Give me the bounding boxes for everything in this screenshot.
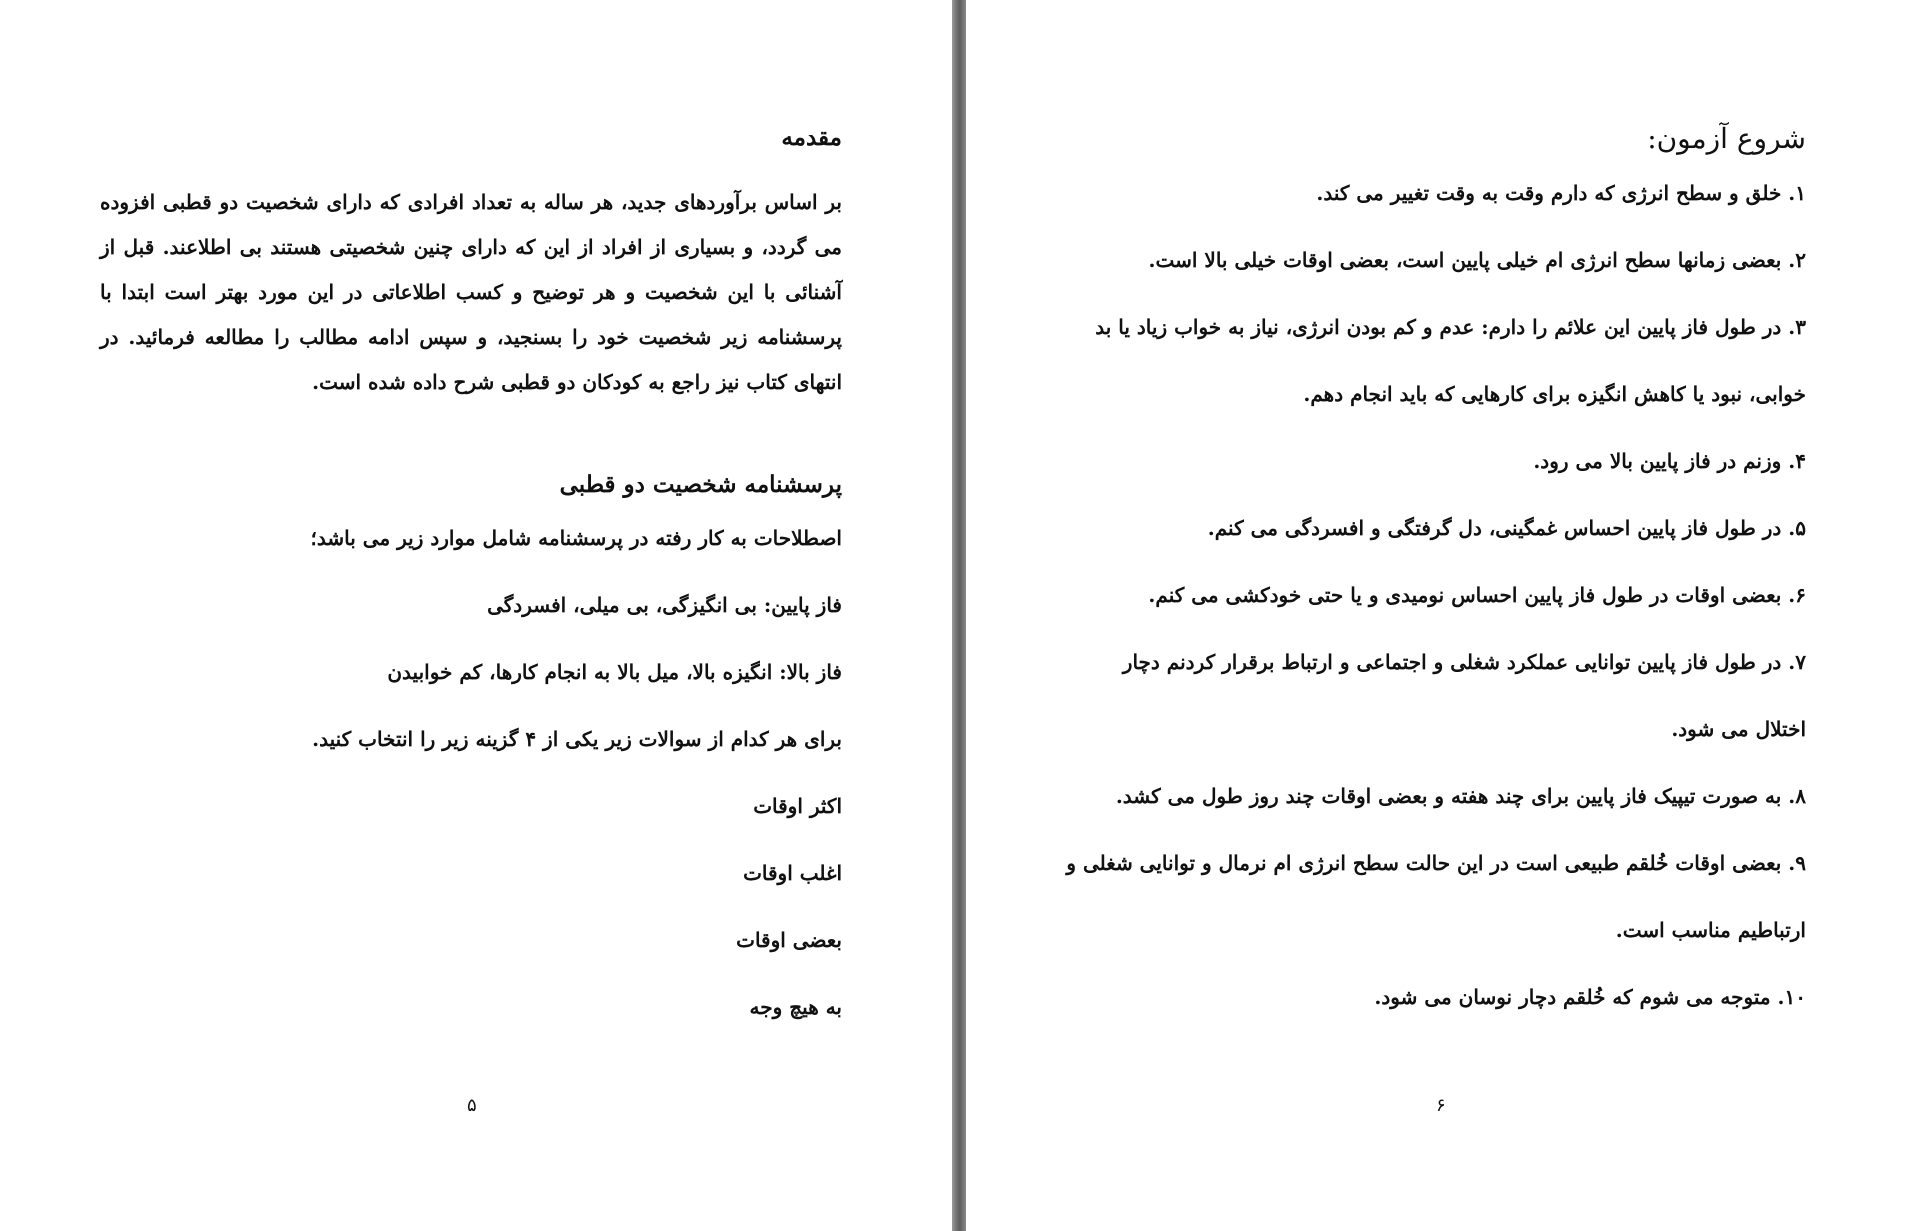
question-item: ۳. در طول فاز پایین این علائم را دارم: عدم و کم بودن انرژی، نیاز به خواب زیاد یا بد خوابی، نبود یا کاهش انگیزه برای کارهایی که باید انجام دهم. <box>1095 315 1806 406</box>
high-phase-definition: فاز بالا: انگیزه بالا، میل بالا به انجام کارها، کم خوابیدن <box>387 660 842 684</box>
question-item: ۸. به صورت تیپیک فاز پایین برای چند هفته و بعضی اوقات چند روز طول می کشد. <box>1115 784 1806 808</box>
low-phase-definition: فاز پایین: بی انگیزگی، بی میلی، افسردگی <box>487 593 842 617</box>
section-spacer <box>100 405 842 465</box>
questionnaire-heading: پرسشنامه شخصیت دو قطبی <box>559 471 842 498</box>
right-page-content <box>1066 118 1806 1031</box>
left-page-content <box>100 118 842 1041</box>
option-item: به هیچ وجه <box>749 995 842 1019</box>
test-heading: شروع آزمون: <box>1647 122 1806 155</box>
question-item: ۱۰. متوجه می شوم که خُلقم دچار نوسان می شود. <box>1374 985 1806 1009</box>
question-item: ۲. بعضی زمانها سطح انرژی ام خیلی پایین است، بعضی اوقات خیلی بالا است. <box>1148 248 1806 272</box>
option-item: اکثر اوقات <box>753 794 842 818</box>
left-page <box>0 0 952 1231</box>
instruction-text: برای هر کدام از سوالات زیر یکی از ۴ گزینه زیر را انتخاب کنید. <box>312 727 842 751</box>
question-item: ۵. در طول فاز پایین احساس غمگینی، دل گرفتگی و افسردگی می کنم. <box>1207 516 1806 540</box>
question-item: ۱. خلق و سطح انرژی که دارم وقت به وقت تغییر می کند. <box>1316 181 1806 205</box>
question-item: ۶. بعضی اوقات در طول فاز پایین احساس نومیدی و یا حتی خودکشی می کنم. <box>1148 583 1806 607</box>
question-item: ۴. وزنم در فاز پایین بالا می رود. <box>1533 449 1806 473</box>
page-number: ۵ <box>467 1095 477 1116</box>
option-item: بعضی اوقات <box>736 928 842 952</box>
question-item: ۷. در طول فاز پایین توانایی عملکرد شغلی و اجتماعی و ارتباط برقرار کردنم دچار اختلال می شود. <box>1122 650 1806 741</box>
intro-heading: مقدمه <box>781 124 842 151</box>
intro-paragraph: بر اساس برآوردهای جدید، هر ساله به تعداد افرادی که دارای شخصیت دو قطبی افزوده می گردد، و بسیاری از افراد از این که دارای چنین شخصیتی هستند بی اطلاعند. قبل از آشنائی با این شخصیت و هر توضیح و کسب اطلاعاتی در این مورد بهتر است ابتدا با پرسشنامه زیر شخصیت خود را بسنجید، و سپس ادامه مطالب را مطالعه فرمائید. در انتهای کتاب نیز راجع به کودکان دو قطبی شرح داده شده است. <box>100 190 842 394</box>
option-item: اغلب اوقات <box>743 861 842 885</box>
right-page <box>966 0 1918 1231</box>
page-number: ۶ <box>1436 1095 1446 1116</box>
book-gutter <box>952 0 966 1231</box>
terms-intro: اصطلاحات به کار رفته در پرسشنامه شامل موارد زیر می باشد؛ <box>310 526 842 550</box>
question-item: ۹. بعضی اوقات خُلقم طبیعی است در این حالت سطح انرژی ام نرمال و توانایی شغلی و ارتباطیم مناسب است. <box>1066 851 1806 942</box>
